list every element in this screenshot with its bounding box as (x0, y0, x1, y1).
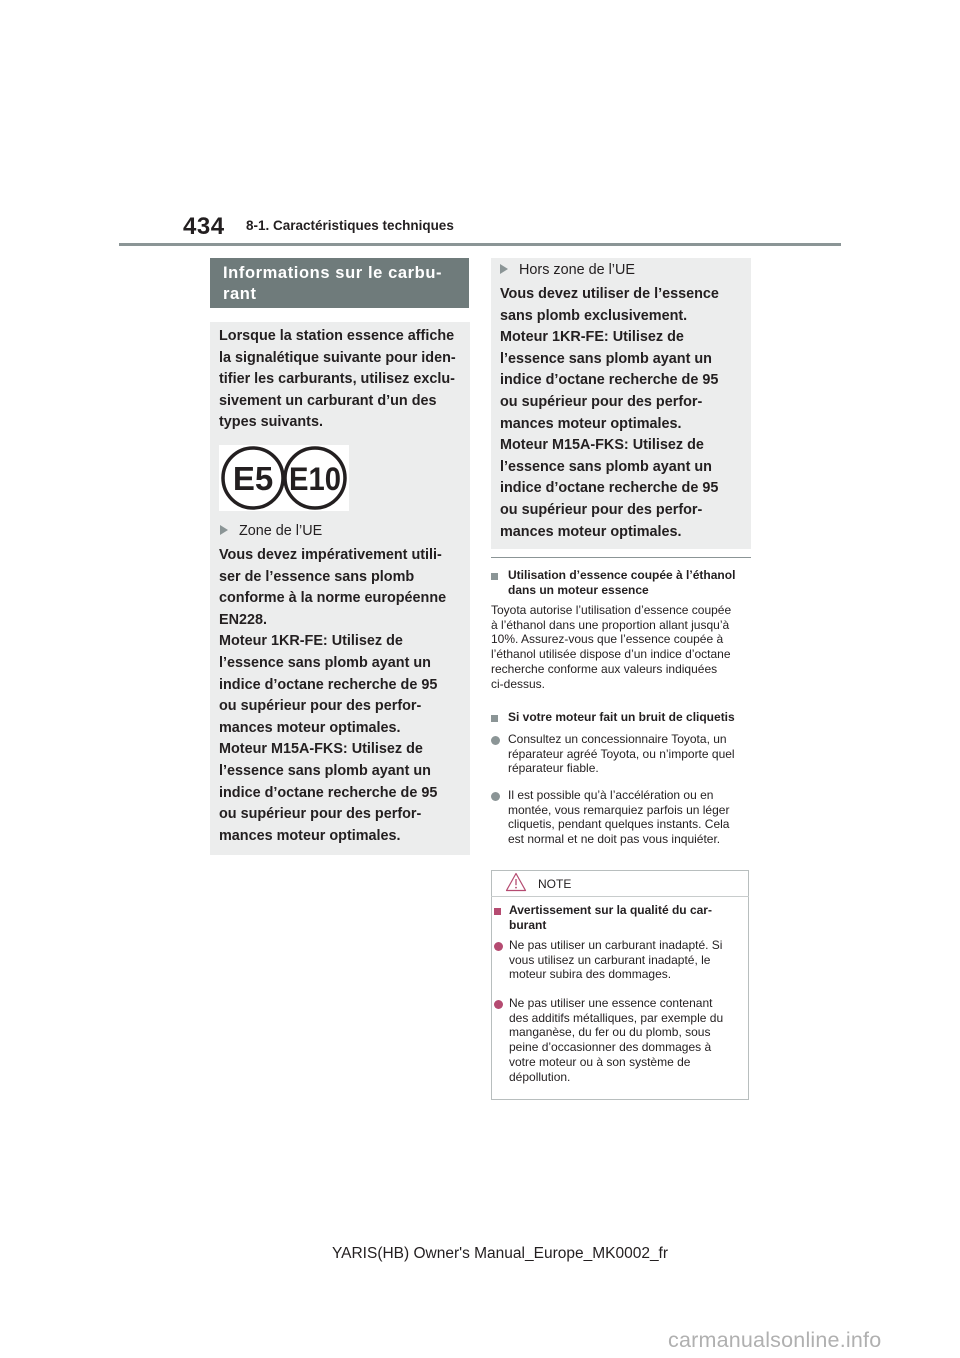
intro-line: types suivants. (219, 414, 323, 431)
outside-rule-line: ou supérieur pour des perfor- (500, 501, 703, 518)
fuel-info-intro (219, 326, 465, 434)
knocking-line: montée, vous remarquiez parfois un léger (508, 802, 730, 817)
outside-rule-line: mances moteur optimales. (500, 415, 682, 432)
note-line: moteur subira des dommages. (509, 967, 672, 982)
note-line: Ne pas utiliser une essence contenant (509, 996, 713, 1010)
eu-rule-line: ou supérieur pour des perfor- (219, 698, 422, 715)
outside-rule-line: Moteur 1KR-FE: Utilisez de (500, 329, 684, 346)
outside-rule-line: l’essence sans plomb ayant un (500, 458, 712, 475)
intro-line: la signalétique suivante pour iden- (219, 349, 456, 366)
eu-zone-rules (219, 545, 465, 847)
note-line: manganèse, du fer ou du plomb, sous (509, 1025, 711, 1040)
knocking-bullet (491, 788, 749, 847)
fuel-info-title-line2: rant (223, 285, 257, 303)
circle-bullet-icon (491, 734, 500, 749)
note-line: dépollution. (509, 1069, 571, 1084)
outside-eu-item (500, 262, 635, 278)
header-rule (119, 243, 841, 246)
ethanol-heading (491, 568, 749, 597)
eu-rule-line: indice d’octane recherche de 95 (219, 676, 438, 693)
knocking-line: Il est possible qu’à l’accélération ou en (508, 788, 714, 802)
ethanol-body-line: 10%. Assurez-vous que l’essence coupée à (491, 632, 724, 647)
outside-rule-line: indice d’octane recherche de 95 (500, 372, 719, 389)
outside-eu-label: Hors zone de l’UE (519, 262, 635, 278)
ethanol-body (491, 603, 753, 691)
ethanol-body-line: ci-dessus. (491, 676, 546, 691)
eu-zone-item (220, 523, 322, 539)
square-bullet-icon (491, 712, 503, 727)
eu-rule-line: mances moteur optimales. (219, 827, 401, 844)
note-bullet (494, 938, 744, 982)
e5-label: E5 (232, 460, 274, 497)
knocking-heading-text: Si votre moteur fait un bruit de cliquetis (508, 710, 735, 724)
eu-rule-line: Moteur 1KR-FE: Utilisez de (219, 633, 403, 650)
note-heading-line: burant (509, 917, 547, 932)
knocking-line: est normal et ne doit pas vous inquiéter. (508, 832, 721, 847)
knocking-line: réparateur fiable. (508, 761, 599, 776)
outside-rule-line: Moteur M15A-FKS: Utilisez de (500, 437, 704, 454)
note-line: votre moteur ou à son système de (509, 1054, 691, 1069)
e10-label: E10 (289, 461, 341, 497)
eu-zone-label: Zone de l’UE (239, 523, 323, 539)
note-line: peine d’occasionner des dommages à (509, 1040, 712, 1055)
outside-rule-line: indice d’octane recherche de 95 (500, 480, 719, 497)
eu-rule-line: ou supérieur pour des perfor- (219, 806, 422, 823)
note-heading (494, 903, 744, 932)
outside-rule-line: sans plomb exclusivement. (500, 307, 688, 324)
ethanol-body-line: l’éthanol utilisée dispose d’un indice d’octane (491, 647, 731, 662)
note-line: des additifs métalliques, par exemple du (509, 1010, 724, 1025)
knocking-line: cliquetis, pendant quelques instants. Cela (508, 817, 730, 832)
eu-rule-line: mances moteur optimales. (219, 719, 401, 736)
eu-rule-line: Moteur M15A-FKS: Utilisez de (219, 741, 423, 758)
intro-line: Lorsque la station essence affiche (219, 328, 455, 344)
fuel-label-logo (219, 445, 349, 511)
outside-rule-line: mances moteur optimales. (500, 523, 682, 540)
square-bullet-icon (494, 905, 506, 920)
page-number: 434 (183, 213, 225, 240)
fuel-info-title-line1: Informations sur le carbu- (223, 264, 443, 282)
note-divider (491, 896, 749, 897)
circle-bullet-icon (494, 940, 503, 955)
knocking-heading (491, 710, 749, 725)
knocking-line: réparateur agréé Toyota, ou n’importe quel (508, 746, 735, 761)
note-heading-line: Avertissement sur la qualité du car- (509, 903, 712, 917)
intro-line: sivement un carburant d’un des (219, 392, 437, 409)
note-line: Ne pas utiliser un carburant inadapté. Si (509, 938, 723, 952)
note-line: vous utilisez un carburant inadapté, le (509, 952, 711, 967)
circle-bullet-icon (494, 998, 503, 1013)
manual-footer: YARIS(HB) Owner's Manual_Europe_MK0002_fr (331, 1245, 669, 1262)
knocking-line: Consultez un concessionnaire Toyota, un (508, 732, 727, 746)
eu-rule-line: indice d’octane recherche de 95 (219, 784, 438, 801)
outside-rule-line: l’essence sans plomb ayant un (500, 350, 712, 367)
note-label: NOTE (538, 877, 572, 891)
eu-rule-line: l’essence sans plomb ayant un (219, 654, 431, 671)
warning-triangle-icon (505, 872, 527, 892)
outside-rule-line: ou supérieur pour des perfor- (500, 393, 703, 410)
eu-rule-line: ser de l’essence sans plomb (219, 568, 415, 585)
square-bullet-icon (491, 570, 503, 585)
eu-rule-line: Vous devez impérativement utili- (219, 547, 442, 563)
eu-rule-line: l’essence sans plomb ayant un (219, 762, 431, 779)
ethanol-body-line: recherche conforme aux valeurs indiquées (491, 661, 718, 676)
outside-rule-line: Vous devez utiliser de l’essence (500, 286, 719, 302)
arrow-right-icon (220, 525, 228, 535)
knocking-bullet (491, 732, 749, 776)
arrow-right-icon (500, 264, 508, 274)
section-title: 8-1. Caractéristiques techniques (246, 218, 454, 233)
ethanol-heading-line: Utilisation d’essence coupée à l’éthanol (508, 568, 736, 582)
ethanol-body-line: à l’éthanol dans une proportion allant jusqu’à (491, 617, 730, 632)
outside-eu-rules (500, 284, 746, 543)
note-bullet (494, 996, 744, 1084)
intro-line: tifier les carburants, utilisez exclu- (219, 371, 455, 388)
watermark: carmanualsonline.info (668, 1328, 882, 1352)
eu-rule-line: EN228. (219, 611, 267, 628)
eu-rule-line: conforme à la norme européenne (219, 590, 447, 607)
fuel-info-title (210, 258, 469, 308)
circle-bullet-icon (491, 790, 500, 805)
ethanol-body-line: Toyota autorise l’utilisation d’essence coupée (491, 603, 732, 617)
ethanol-heading-line: dans un moteur essence (508, 582, 649, 597)
divider (491, 557, 751, 558)
